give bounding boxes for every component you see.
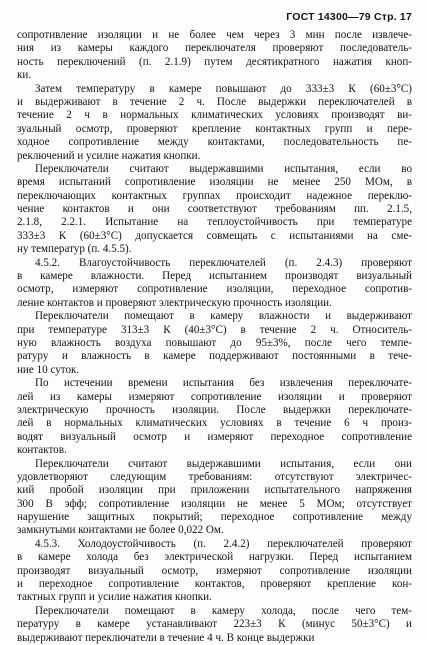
text-line: ние 10 суток. — [17, 363, 80, 376]
text-line: 333±3 К (60±3°С) допускается совмещать с испытаниями на сме- — [17, 229, 412, 242]
text-line: 4.5.2. Влагоустойчивость переключателей (п. 2.4.3) проверяют — [35, 256, 412, 269]
text-line: в камере влажности. Перед испытанием производят визуальный — [17, 270, 412, 283]
text-line: производят визуальный осмотр, измеряют сопротивление изоляции — [17, 564, 412, 577]
text-line: ность переключений (п. 2.1.9) путем десятикратного нажатия кноп- — [17, 55, 412, 68]
text-line: ния из камеры каждого переключателя проверяют последователь- — [17, 42, 412, 55]
text-line: нарушение защитных покрытий; переходное сопротивление между — [17, 511, 412, 524]
text-line: в камере холода без электрической нагрузки. Перед испытанием — [17, 551, 412, 564]
text-line: водят визуальный осмотр и измеряют переходное сопротивление — [17, 430, 412, 443]
text-line: осмотр, измеряют сопротивление изоляции, переходное сопротив- — [17, 283, 412, 296]
text-line: электрическую прочность изоляции. После выдержки переключате- — [17, 403, 412, 416]
paragraph — [17, 83, 412, 163]
text-line: По истечении времени испытания без извлечения переключате- — [35, 377, 412, 390]
text-line: 4.5.3. Холодоустойчивость (п. 2.4.2) переключателей проверяют — [35, 537, 412, 550]
paragraph — [17, 163, 412, 257]
text-line: тактных групп и усилие нажатия кнопки. — [17, 591, 212, 604]
paragraph — [17, 257, 412, 311]
text-line: течение 2 ч в нормальных климатических условиях производят ви- — [17, 109, 412, 122]
text-line: ки. — [17, 69, 32, 82]
text-line: чение контактов и они соответствуют требованиям пп. 2.1.5, — [17, 203, 412, 216]
text-line: ную влажность воздуха повышают до 95±3%, после чего темпе- — [17, 336, 412, 349]
paragraph — [17, 310, 412, 377]
text-line: Переключатели считают выдержавшими испытания, если они — [35, 457, 412, 470]
text-line: замкнутыми контактами не более 0,022 Ом. — [17, 524, 224, 537]
text-line: Переключатели помещают в камеру холода, после чего тем- — [35, 604, 412, 617]
paragraph — [17, 538, 412, 605]
text-line: сопротивление изоляции и не более чем через 3 мин после извлече- — [17, 29, 412, 41]
paragraph — [17, 605, 412, 645]
text-line: 300 В эфф; сопротивление изоляции не менее 5 МОм; отсутствует — [17, 497, 412, 510]
text-line: ну температур (п. 4.5.5). — [17, 243, 132, 256]
text-line: ратуру и влажность в камере поддерживают постоянными в тече- — [17, 350, 412, 363]
text-line: реключений и усилие нажатия кнопки. — [17, 149, 201, 162]
text-line: удовлетворяют следующим требованиям: отсутствуют электричес- — [17, 470, 412, 483]
text-line: переключающих контактных группах происходит надежное переклю- — [17, 189, 412, 202]
text-line: зуальный осмотр, проверяют крепление контактных групп и пере- — [17, 122, 412, 135]
text-line: выдерживают переключатели в течение 4 ч. В конце выдержки — [17, 631, 315, 644]
paragraph — [17, 377, 412, 457]
paragraph — [17, 458, 412, 538]
text-line: кий пробой изоляции при приложении испытательного напряжения — [17, 484, 412, 497]
text-line: и выдерживают в течение 2 ч. После выдержки переключателей в — [17, 95, 412, 108]
text-line: Переключатели помещают в камеру влажности и выдерживают — [35, 310, 412, 323]
text-line: лей из камеры измеряют сопротивление изоляции и проверяют — [17, 390, 412, 403]
text-line: время испытаний сопротивление изоляции не менее 250 МОм, в — [17, 176, 412, 189]
text-line: пературу в камере устанавливают 223±3 К (минус 50±3°С) и — [17, 618, 412, 631]
text-line: Переключатели считают выдержавшими испытания, если во — [35, 162, 412, 175]
text-line: Затем температуру в камере повышают до 333±3 К (60±3°С) — [35, 82, 412, 95]
text-line: лей в нормальных климатических условиях в течение 6 ч произ- — [17, 417, 412, 430]
document-body — [17, 29, 412, 645]
page-header: ГОСТ 14300—79 Стр. 17 — [286, 11, 412, 23]
paragraph — [17, 29, 412, 83]
text-line: ходное сопротивление между контактами, последовательность пе- — [17, 136, 412, 149]
text-line: ление контактов и проверяют электрическую прочность изоляции. — [17, 296, 332, 309]
text-line: и переходное сопротивление контактов, проверяют крепление кон- — [17, 578, 412, 591]
text-line: контактов. — [17, 444, 67, 457]
text-line: 2.1.8, 2.2.1. Испытание на теплоустойчивость при температуре — [17, 216, 412, 229]
text-line: при температуре 313±3 К (40±3°С) в течение 2 ч. Относитель- — [17, 323, 412, 336]
